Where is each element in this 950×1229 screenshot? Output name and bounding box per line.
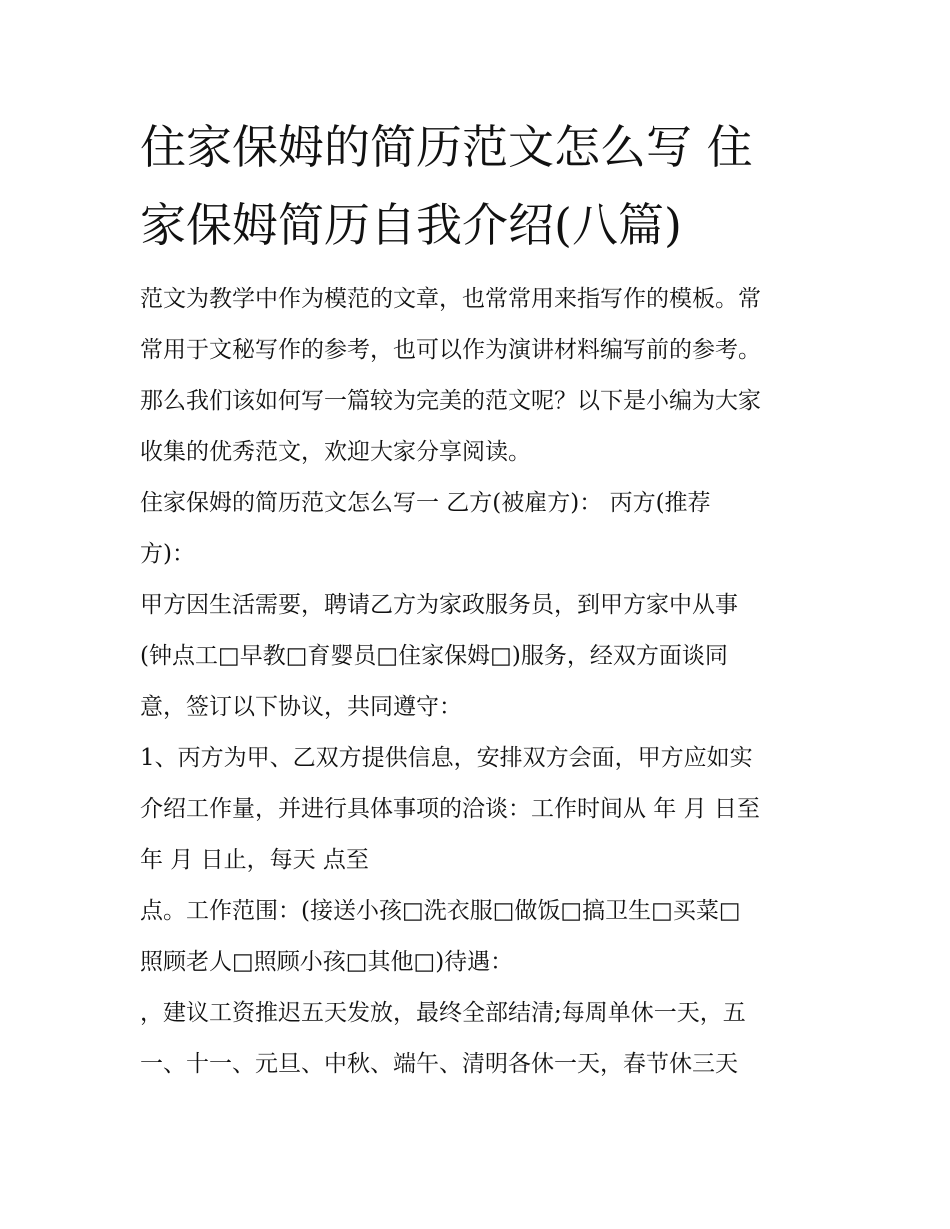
body-line-15: ，建议工资推迟五天发放，最终全部结清;每周单休一天，五 [140, 1000, 746, 1026]
body-line-8: (钟点工□早教□育婴员□住家保姆□)服务，经双方面谈同 [140, 643, 728, 669]
document-title-line-1: 住家保姆的简历范文怎么写 住 [140, 120, 753, 174]
body-line-3: 那么我们该如何写一篇较为完美的范文呢？以下是小编为大家 [140, 388, 761, 414]
body-line-16: 一、十一、元旦、中秋、端午、清明各休一天，春节休三天 [140, 1051, 738, 1077]
body-line-9: 意，签订以下协议，共同遵守： [140, 694, 462, 720]
body-line-12: 年 月 日止，每天 点至 [140, 847, 369, 873]
body-line-4: 收集的优秀范文，欢迎大家分享阅读。 [140, 439, 531, 465]
body-line-13: 点。工作范围：(接送小孩□洗衣服□做饭□搞卫生□买菜□ [140, 898, 741, 924]
body-line-11: 介绍工作量，并进行具体事项的洽谈：工作时间从 年 月 日至 [140, 796, 760, 822]
body-line-2: 常用于文秘写作的参考，也可以作为演讲材料编写前的参考。 [140, 337, 761, 363]
body-line-5: 住家保姆的简历范文怎么写一 乙方(被雇方)： 丙方(推荐 [140, 490, 711, 516]
body-line-7: 甲方因生活需要，聘请乙方为家政服务员，到甲方家中从事 [140, 592, 738, 618]
body-line-1: 范文为教学中作为模范的文章，也常常用来指写作的模板。常 [140, 286, 761, 312]
body-line-6: 方)： [140, 541, 195, 567]
body-line-10: 1、丙方为甲、乙双方提供信息，安排双方会面，甲方应如实 [140, 745, 753, 771]
document-title-line-2: 家保姆简历自我介绍(八篇) [140, 198, 682, 252]
body-line-14: 照顾老人□照顾小孩□其他□)待遇： [140, 949, 514, 975]
